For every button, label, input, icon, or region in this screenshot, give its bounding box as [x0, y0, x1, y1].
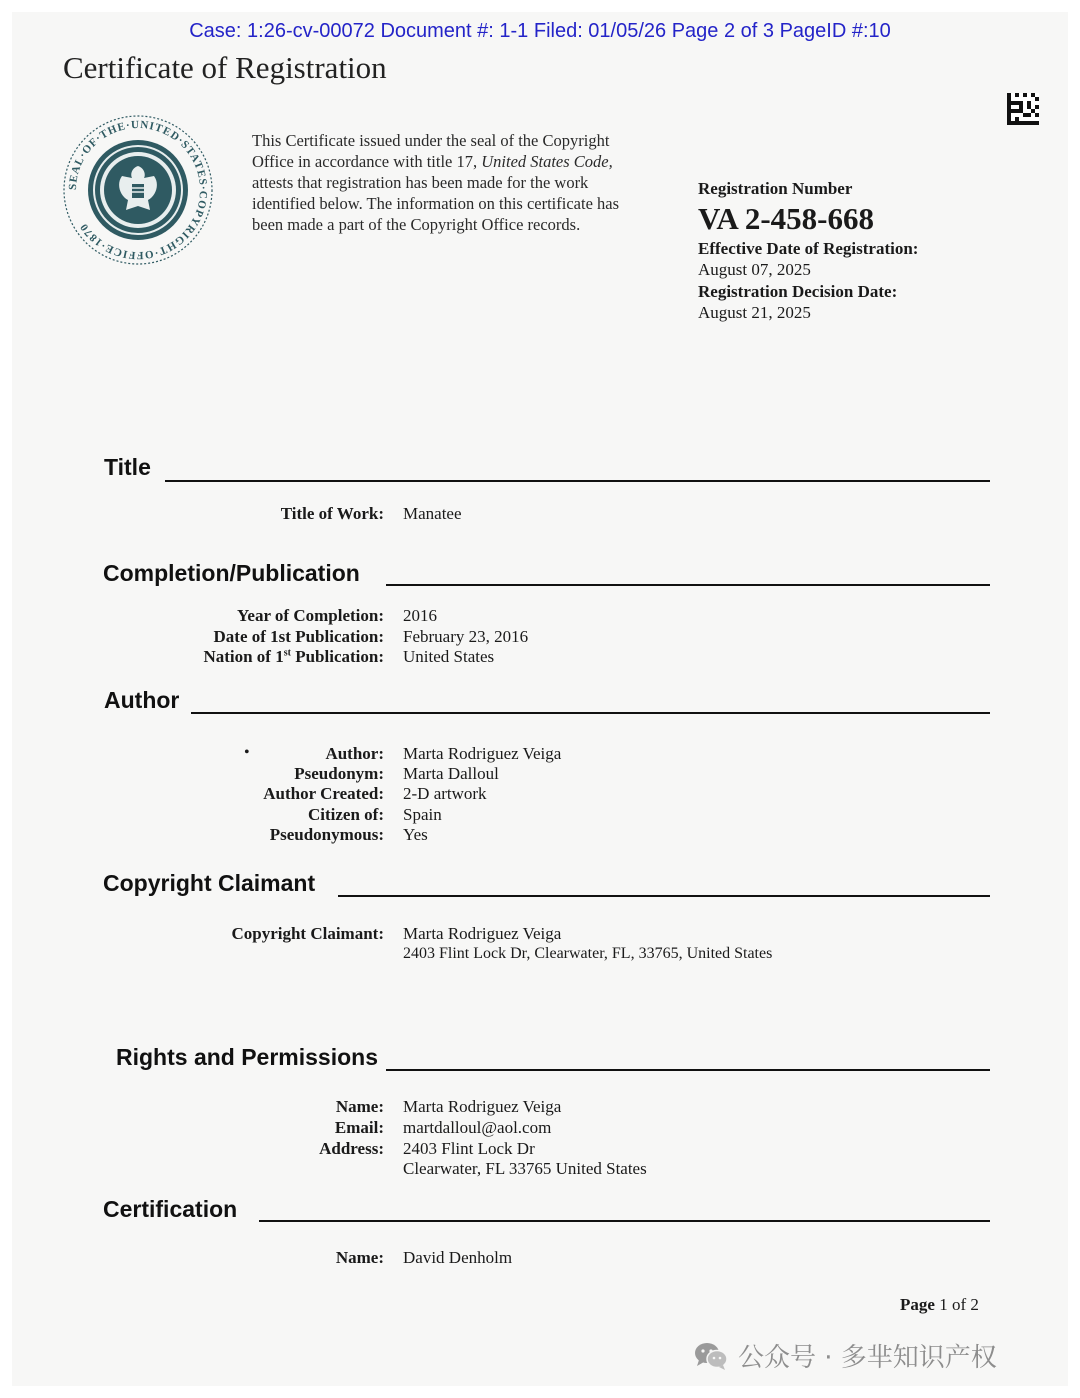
page-number: [900, 1295, 979, 1315]
rights-name-value: Marta Rodriguez Veiga: [403, 1097, 562, 1116]
intro-paragraph: [252, 130, 652, 235]
section-rights-heading: Rights and Permissions: [116, 1044, 379, 1070]
title-of-work-value: Manatee: [403, 504, 462, 523]
section-certification-heading: Certification: [103, 1196, 238, 1222]
section-completion-rule: [386, 584, 990, 586]
date-of-publication-label: Date of 1st Publication:: [213, 627, 384, 646]
citizen-of-label: Citizen of:: [307, 805, 384, 824]
case-header: Case: 1:26-cv-00072 Document #: 1-1 Filed: 01/05/26 Page 2 of 3 PageID #:10: [189, 20, 891, 42]
nation-label-sup: st: [283, 647, 291, 659]
rights-address-label: Address:: [319, 1139, 384, 1158]
copyright-claimant-name: Marta Rodriguez Veiga: [403, 924, 562, 943]
rights-email-value: martdalloul@aol.com: [403, 1118, 552, 1137]
rights-address-line1: 2403 Flint Lock Dr: [403, 1139, 535, 1158]
registration-number-label: Registration Number: [698, 179, 853, 198]
pseudonymous-value: Yes: [403, 825, 428, 844]
effective-date: August 07, 2025: [698, 260, 811, 279]
rights-name-label: Name:: [335, 1097, 384, 1116]
section-title-heading: Title: [104, 454, 151, 480]
section-rights-rule: [386, 1069, 990, 1071]
date-of-publication-value: February 23, 2016: [403, 627, 529, 646]
pseudonym-label: Pseudonym:: [294, 764, 384, 783]
author-bullet: •: [244, 744, 250, 761]
citizen-of-value: Spain: [403, 805, 442, 824]
section-completion-heading: Completion/Publication: [103, 560, 360, 586]
copyright-claimant-label: Copyright Claimant:: [231, 924, 384, 943]
nation-of-publication-label: [203, 647, 384, 667]
section-claimant-heading: Copyright Claimant: [103, 870, 316, 896]
title-of-work-label: Title of Work:: [280, 504, 384, 523]
intro-text-2: attests that registration has been made for the work identified below. The information on this certificate has been made a part of the Copyright Office records.: [252, 173, 620, 234]
author-created-value: 2-D artwork: [403, 784, 487, 803]
registration-block: [698, 178, 998, 324]
datamatrix-code-icon: [1007, 93, 1039, 125]
decision-date-label: Registration Decision Date:: [698, 282, 898, 301]
page-label: Page: [900, 1295, 935, 1314]
copyright-office-seal-icon: [62, 114, 214, 266]
pseudonymous-label: Pseudonymous:: [269, 825, 384, 844]
intro-text-italic: United States Code,: [481, 152, 613, 171]
page-current: 1: [939, 1295, 948, 1314]
author-value: Marta Rodriguez Veiga: [403, 744, 562, 763]
year-of-completion-value: 2016: [403, 606, 437, 625]
section-author-rule: [191, 712, 990, 714]
wechat-logo-icon: [694, 1341, 728, 1371]
nation-of-publication-value: United States: [403, 647, 495, 666]
author-label: Author:: [325, 744, 384, 763]
section-claimant-rule: [338, 895, 990, 897]
section-title-rule: [165, 480, 990, 482]
nation-label-text: Nation of 1: [203, 647, 284, 666]
watermark: [694, 1337, 997, 1374]
year-of-completion-label: Year of Completion:: [237, 606, 384, 625]
certification-name-label: Name:: [335, 1248, 384, 1267]
page-of: of: [951, 1295, 967, 1314]
copyright-claimant-address: 2403 Flint Lock Dr, Clearwater, FL, 33765, United States: [403, 945, 773, 962]
rights-email-label: Email:: [334, 1118, 384, 1137]
nation-label-text-2: Publication:: [290, 647, 384, 666]
pseudonym-value: Marta Dalloul: [403, 764, 499, 783]
decision-date: August 21, 2025: [698, 303, 811, 322]
watermark-text: 公众号 · 多芈知识产权: [738, 1343, 997, 1373]
certificate-title: Certificate of Registration: [63, 50, 387, 85]
seal-text: SEAL·OF·THE·UNITED·STATES·COPYRIGHT·OFFICE·1870: [66, 118, 210, 262]
intro-text-1: This Certificate issued under the seal of the Copyright Office in accordance with title 17,: [252, 131, 610, 171]
registration-number: VA 2-458-668: [698, 201, 874, 236]
author-created-label: Author Created:: [263, 784, 384, 803]
section-certification-rule: [259, 1220, 990, 1222]
page-total: 2: [970, 1295, 979, 1314]
section-author-heading: Author: [104, 687, 180, 713]
rights-address-line2: Clearwater, FL 33765 United States: [403, 1159, 647, 1178]
certification-name-value: David Denholm: [403, 1248, 513, 1267]
effective-date-label: Effective Date of Registration:: [698, 239, 919, 258]
